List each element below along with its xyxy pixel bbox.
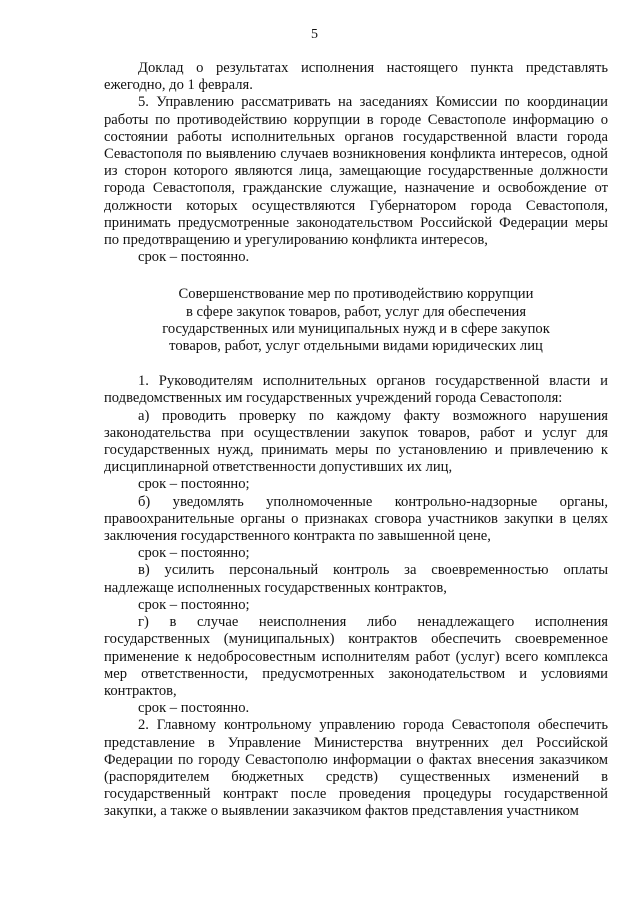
page-number: 5 (311, 27, 318, 42)
term-a: срок – постоянно; (138, 476, 250, 493)
item-1v-paragraph: в) усилить персональный контроль за своевременностью оплаты надлежаще исполненных государственных контрактов, (104, 562, 608, 596)
item-1g-paragraph: г) в случае неисполнения либо ненадлежащего исполнения государственных (муниципальных) контрактов обеспечить своевременное применение к недобросовестным исполнителям работ (услуг) всего комплекса мер ответственности, предусмотренных законодательством и условиями контрактов, (104, 614, 608, 699)
heading-line-1: Совершенствование мер по противодействию коррупции (178, 286, 534, 303)
heading-line-3: государственных или муниципальных нужд и в сфере закупок (162, 320, 550, 337)
section-heading (104, 286, 608, 355)
item-5-paragraph: 5. Управлению рассматривать на заседаниях Комиссии по координации работы по противодействию коррупции в городе Севастополе информацию о состоянии работы исполнительных органов государственной власти города Севастополя по выявлению случаев возникновения конфликта интересов, одной из сторон которого являются лица, замещающие государственные должности города Севастополя, гражданские служащие, назначение и освобождение от должности которых осуществляются Губернатором города Севастополя, принимать предусмотренные законодательством Российской Федерации меры по предотвращению и урегулированию конфликта интересов, (104, 94, 608, 249)
item-1a-paragraph: а) проводить проверку по каждому факту возможного нарушения законодательства при осуществлении закупок товаров, работ и услуг для государственных нужд, принимать меры по установлению и привлечению к дисциплинарной ответственности допустивших их лиц, (104, 407, 608, 476)
item-2-paragraph: 2. Главному контрольному управлению города Севастополя обеспечить представление в Управление Министерства внутренних дел Российской Федерации по городу Севастополю информации о фактах внесения заказчиком (распорядителем бюджетных средств) существенных изменений в государственный контракт после проведения процедуры государственной закупки, а также о выявлении заказчиком фактов представления участником (104, 717, 608, 820)
item-1-paragraph: 1. Руководителям исполнительных органов государственной власти и подведомственных им государственных учреждений города Севастополя: (104, 373, 608, 407)
heading-line-4: товаров, работ, услуг отдельными видами юридических лиц (169, 338, 543, 355)
item-1b-paragraph: б) уведомлять уполномоченные контрольно-надзорные органы, правоохранительные органы о признаках сговора участников закупки в целях заключения государственного контракта по завышенной цене, (104, 493, 608, 545)
document-body (104, 60, 608, 821)
heading-line-2: в сфере закупок товаров, работ, услуг для обеспечения (185, 303, 527, 320)
intro-paragraph: Доклад о результатах исполнения настоящего пункта представлять ежегодно, до 1 февраля. (104, 60, 608, 94)
term-b: срок – постоянно; (138, 545, 250, 562)
term-g: срок – постоянно. (138, 700, 250, 717)
term-constant-1: срок – постоянно. (138, 249, 250, 266)
term-v: срок – постоянно; (138, 596, 250, 613)
